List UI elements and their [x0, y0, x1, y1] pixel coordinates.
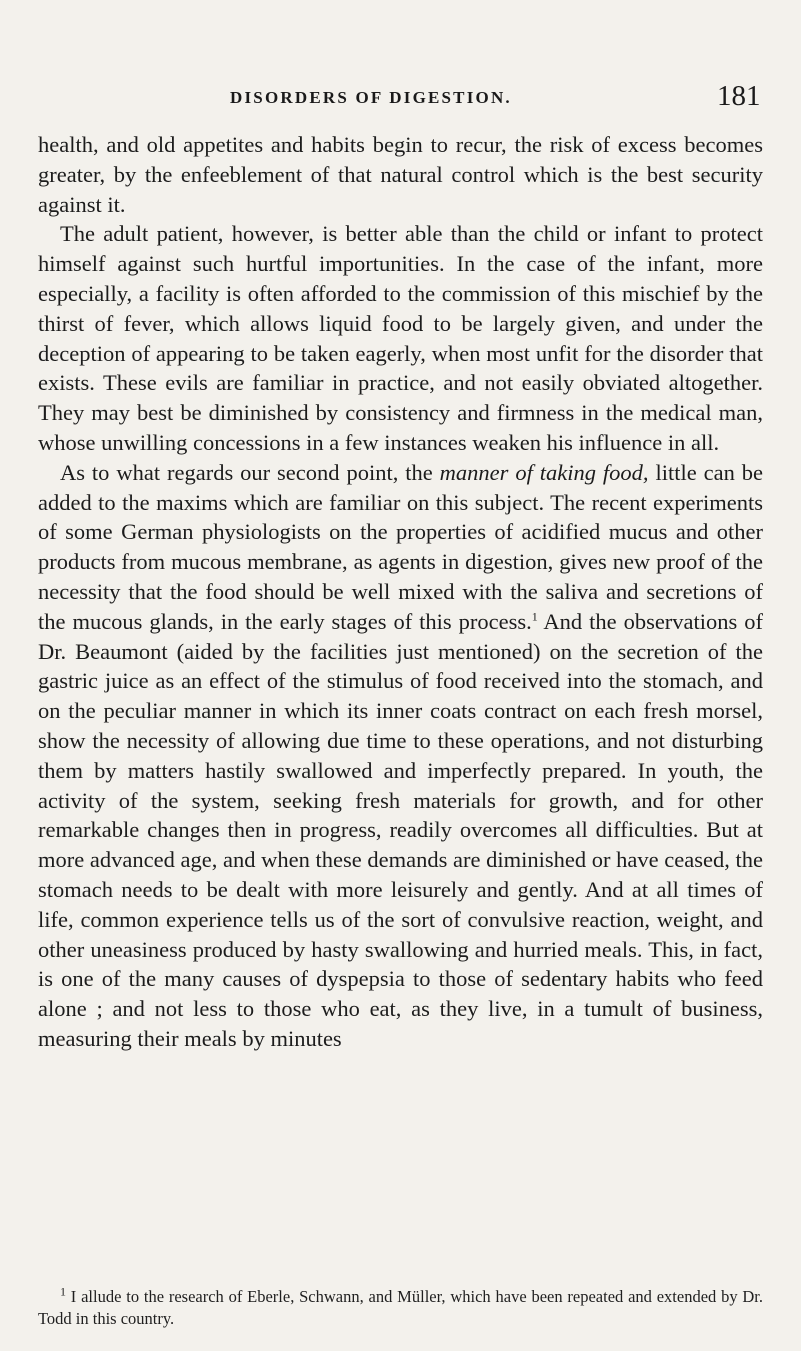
- page-number: 181: [717, 80, 761, 112]
- paragraph-1: health, and old appetites and habits begin to recur, the risk of excess becomes greater, by the enfeeblement of that natural control which is the best security against it.: [38, 132, 763, 217]
- running-title: DISORDERS OF DIGESTION.: [230, 88, 512, 107]
- paragraph-3-end: And the observations of Dr. Beaumont (aided by the facilities just mentioned) on the secretion of the gastric juice as an effect of the stimulus of food received into the stomach, and on the peculiar manner in which its inner coats contract on each fresh morsel, show the necessity of allowing due time to these operations, and not disturbing them by matters hastily swallowed and imperfectly prepared. In youth, the activity of the system, seeking fresh materials for growth, and for other remarkable changes then in progress, readily overcomes all difficulties. But at more advanced age, and when these demands are diminished or have ceased, the stomach needs to be dealt with more leisurely and gently. And at all times of life, common experience tells us of the sort of convulsive reaction, weight, and other uneasiness produced by hasty swallowing and hurried meals. This, in fact, is one of the many causes of dyspepsia to those of sedentary habits who feed alone ; and not less to those who eat, as they live, in a tumult of business, measuring their meals by minutes: [38, 608, 763, 1051]
- paragraph-3: [38, 458, 763, 1054]
- footnote-mark: 1: [60, 1284, 66, 1299]
- paragraph-3-start: As to what regards our second point, the: [60, 459, 440, 485]
- footnote: [38, 1286, 763, 1330]
- footnote-reference: 1: [531, 609, 538, 624]
- paragraph-2: The adult patient, however, is better able than the child or infant to protect himself against such hurtful importunities. In the case of the infant, more especially, a facility is often afforded to the commission of this mischief by the thirst of fever, which allows liquid food to be largely given, and under the deception of appearing to be taken eagerly, when most unfit for the disorder that exists. These evils are familiar in practice, and not easily obviated altogether. They may best be diminished by consistency and firmness in the medical man, whose unwilling concessions in a few instances weaken his influence in all.: [38, 221, 763, 455]
- main-text: [38, 130, 763, 1054]
- paragraph-3-middle: little can be added to the maxims which are familiar on this subject. The recent experiments of some German physiologists on the properties of acidified mucus and other products from mucous membrane, as agents in digestion, gives new proof of the necessity that the food should be well mixed with the saliva and secretions of the mucous glands, in the early stages of this process.: [38, 459, 764, 634]
- footnote-text: I allude to the research of Eberle, Schwann, and Müller, which have been repeated and extended by Dr. Todd in this country.: [38, 1287, 763, 1328]
- italic-phrase: manner of taking food,: [439, 459, 649, 485]
